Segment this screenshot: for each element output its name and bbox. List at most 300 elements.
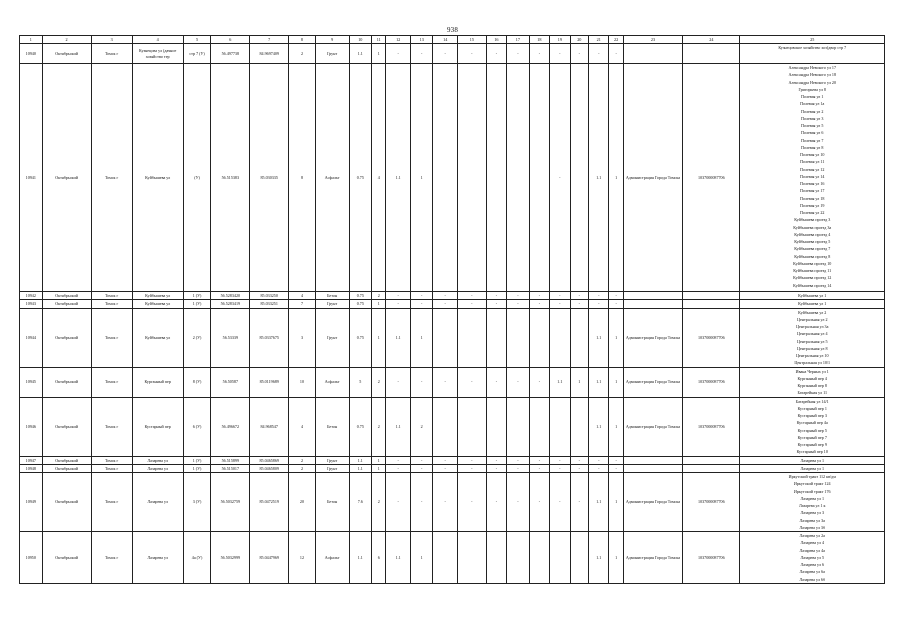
table-cell: 10946 — [20, 397, 43, 456]
table-cell: - — [386, 464, 411, 472]
table-cell: - — [386, 473, 411, 532]
address-line: Иркутский тракт 124 — [793, 481, 831, 487]
table-cell: - — [609, 456, 623, 464]
table-row — [20, 367, 885, 397]
address-line: Куйбышева ул 1 — [798, 293, 827, 298]
table-cell: 1.1 — [349, 456, 372, 464]
table-cell: 56.515017 — [211, 464, 250, 472]
table-cell — [486, 532, 506, 584]
table-cell: 1 — [609, 532, 623, 584]
table-cell: Томск г — [91, 456, 132, 464]
table-cell: 1.1 — [589, 308, 609, 367]
table-cell: 2 — [372, 397, 386, 456]
address-list-cell — [740, 456, 885, 464]
table-cell: - — [433, 456, 458, 464]
address-line: Лазарева ул 5 — [800, 554, 825, 560]
table-cell: 2 — [289, 456, 316, 464]
address-line: Лазарева ул 3а — [799, 517, 825, 523]
table-cell: Октябрьский — [42, 292, 91, 300]
address-line: Лазарева ул 6б — [799, 576, 826, 582]
page-number: 938 — [446, 26, 459, 34]
table-cell: - — [609, 464, 623, 472]
table-cell: - — [433, 367, 458, 397]
table-cell: - — [507, 473, 530, 532]
table-cell: 1 — [609, 473, 623, 532]
table-cell: 56.53339 — [211, 308, 250, 367]
table-cell — [623, 292, 682, 300]
table-cell: Октябрьский — [42, 464, 91, 472]
table-cell: Октябрьский — [42, 300, 91, 308]
address-line: Полевая ул 8 — [801, 144, 824, 150]
table-cell: 4 — [289, 397, 316, 456]
table-cell — [433, 397, 458, 456]
table-cell: Томск г — [91, 292, 132, 300]
table-cell: Кузнецова ул (дачное хозяйство тер — [132, 44, 183, 64]
column-number-cell: 8 — [289, 36, 316, 44]
column-number-cell: 1 — [20, 36, 43, 44]
table-cell: 3 (У) — [183, 473, 211, 532]
table-cell: - — [386, 44, 411, 64]
table-cell: - — [433, 44, 458, 64]
table-cell: 1.1 — [589, 397, 609, 456]
table-row — [20, 64, 885, 292]
table-cell: 1037000087706 — [683, 367, 740, 397]
table-cell: - — [507, 292, 530, 300]
table-cell: 10944 — [20, 308, 43, 367]
table-cell: 1 — [609, 397, 623, 456]
table-cell — [570, 532, 588, 584]
table-cell: - — [507, 367, 530, 397]
table-cell: 1 — [609, 64, 623, 292]
address-line: Куйбышева проезд 4 — [794, 231, 831, 237]
column-number-cell: 19 — [550, 36, 570, 44]
table-cell — [683, 292, 740, 300]
address-line: Куйбышева проезд 5 — [794, 239, 831, 244]
table-cell: - — [486, 473, 506, 532]
table-cell: - — [529, 456, 549, 464]
table-cell: 10940 — [20, 44, 43, 64]
table-cell: - — [570, 464, 588, 472]
table-cell: Грунт — [315, 456, 349, 464]
address-line: Лазарева ул 3 — [800, 510, 825, 516]
table-cell: 1.1 — [349, 464, 372, 472]
table-cell — [550, 397, 570, 456]
table-cell: - — [410, 300, 433, 308]
table-cell: 3 — [289, 308, 316, 367]
column-number-cell: 5 — [183, 36, 211, 44]
address-line: Александра Невского ул 17 — [788, 65, 837, 70]
table-cell: 2 — [289, 44, 316, 64]
table-cell: - — [570, 292, 588, 300]
table-cell: 1 (У) — [183, 464, 211, 472]
address-line: Лазарева ул 6 — [800, 562, 825, 567]
column-number-cell: 20 — [570, 36, 588, 44]
table-cell: - — [570, 456, 588, 464]
address-line: Куйбышева проезд 12 — [793, 275, 832, 281]
address-list-cell — [740, 367, 885, 397]
table-cell — [458, 397, 487, 456]
table-cell: 1.1 — [349, 44, 372, 64]
table-cell: - — [410, 456, 433, 464]
table-cell — [623, 456, 682, 464]
table-cell: 2 — [372, 473, 386, 532]
table-cell: 1037000087706 — [683, 532, 740, 584]
address-list-cell — [740, 44, 885, 64]
address-line: Полевая ул 10 — [800, 152, 825, 157]
table-cell: - — [589, 292, 609, 300]
table-cell — [507, 308, 530, 367]
column-number-cell: 14 — [433, 36, 458, 44]
table-cell: 20 — [289, 473, 316, 532]
table-cell: - — [410, 292, 433, 300]
address-line: Кустарный пер 5 — [797, 427, 827, 433]
table-cell: Октябрьский — [42, 397, 91, 456]
table-cell: 1 — [372, 308, 386, 367]
table-cell: - — [550, 44, 570, 64]
table-cell: Томск г — [91, 308, 132, 367]
table-cell: Октябрьский — [42, 64, 91, 292]
table-cell: 0.75 — [349, 300, 372, 308]
table-cell: - — [609, 292, 623, 300]
address-line: Лазарева ул 1 — [800, 465, 825, 471]
table-row — [20, 456, 885, 464]
table-cell: - — [410, 473, 433, 532]
table-cell — [507, 397, 530, 456]
table-cell — [570, 64, 588, 292]
address-line: Полевая ул 14 — [800, 173, 825, 179]
address-line: Полевая ул 5 — [801, 123, 824, 128]
table-cell — [623, 300, 682, 308]
address-line: Лазарева ул 6а — [799, 569, 825, 575]
table-cell: - — [550, 292, 570, 300]
table-cell: 0.75 — [349, 308, 372, 367]
table-cell: 10945 — [20, 367, 43, 397]
table-cell: - — [458, 464, 487, 472]
address-line: Кустарный пер 1 — [797, 405, 827, 411]
table-cell: Лазарева ул — [132, 532, 183, 584]
address-line: Лазарева ул 1 к — [798, 503, 826, 508]
table-cell: 1.1 — [589, 473, 609, 532]
table-cell: Октябрьский — [42, 308, 91, 367]
table-cell: 4а (У) — [183, 532, 211, 584]
table-cell: 85.0119689 — [250, 367, 289, 397]
table-cell: 6 (У) — [183, 397, 211, 456]
table-cell: - — [486, 367, 506, 397]
table-cell: Лазарева ул — [132, 456, 183, 464]
table-cell: - — [609, 44, 623, 64]
table-cell: - — [410, 44, 433, 64]
table-cell: Октябрьский — [42, 456, 91, 464]
table-cell: 10942 — [20, 292, 43, 300]
address-line: Полевая ул 3 — [801, 115, 824, 121]
table-cell: 1 — [410, 308, 433, 367]
table-cell — [433, 308, 458, 367]
table-cell — [550, 308, 570, 367]
table-cell: Администрация Города Томска — [623, 308, 682, 367]
address-line: Иркутский тракт 112 кв/дм — [788, 474, 836, 479]
column-number-cell: 13 — [410, 36, 433, 44]
table-cell: - — [458, 367, 487, 397]
table-cell: Лазарева ул — [132, 473, 183, 532]
table-cell: 1 — [410, 64, 433, 292]
table-cell: Бетон — [315, 397, 349, 456]
table-cell: Октябрьский — [42, 532, 91, 584]
table-cell: - — [529, 464, 549, 472]
table-cell: 56.496672 — [211, 397, 250, 456]
table-cell: 4 — [372, 64, 386, 292]
address-line: Полевая ул 1а — [800, 101, 825, 107]
column-number-cell: 7 — [250, 36, 289, 44]
table-cell: 1 — [609, 367, 623, 397]
column-number-cell: 23 — [623, 36, 682, 44]
table-cell: - — [570, 300, 588, 308]
address-list-cell — [740, 292, 885, 300]
address-line: Кустарный пер 4а — [796, 420, 828, 426]
table-cell: 1 — [372, 464, 386, 472]
table-cell: Администрация Города Томска — [623, 532, 682, 584]
address-line: Куйбышева проезд 3 — [794, 217, 831, 223]
address-line: Александра Невского ул 20 — [788, 79, 837, 85]
table-cell — [550, 532, 570, 584]
table-cell: 1037000087706 — [683, 397, 740, 456]
table-row — [20, 473, 885, 532]
table-cell: 2 — [289, 464, 316, 472]
table-cell: - — [433, 300, 458, 308]
table-cell: 56.50587 — [211, 367, 250, 397]
address-list-cell — [740, 300, 885, 308]
table-cell: 2 — [410, 397, 433, 456]
table-cell: Асфальт — [315, 532, 349, 584]
table-cell: - — [589, 300, 609, 308]
table-cell: - — [458, 292, 487, 300]
table-cell — [529, 308, 549, 367]
table-cell: 8 — [289, 64, 316, 292]
table-cell: - — [486, 456, 506, 464]
address-line: Лазарева ул 1 — [800, 495, 825, 501]
table-cell: Курганный пер — [132, 367, 183, 397]
table-cell — [683, 456, 740, 464]
address-line: Кустарный пер 7 — [797, 434, 827, 440]
table-cell: - — [410, 367, 433, 397]
table-cell: 1.1 — [589, 367, 609, 397]
table-cell: Куйбышева ул — [132, 292, 183, 300]
address-line: Полевая ул 17 — [800, 188, 825, 194]
table-cell — [529, 532, 549, 584]
table-cell — [683, 464, 740, 472]
table-cell: 7 — [289, 300, 316, 308]
column-number-cell: 24 — [683, 36, 740, 44]
address-line: Лазарева ул 4 — [800, 540, 825, 546]
address-line: Полевая ул 2 — [801, 108, 824, 114]
table-cell: 5 — [349, 367, 372, 397]
table-cell: 85.0472519 — [250, 473, 289, 532]
table-cell: 10950 — [20, 532, 43, 584]
table-cell: 1037000087706 — [683, 473, 740, 532]
table-cell: - — [529, 292, 549, 300]
address-line: Кустарный пер 10 — [796, 449, 828, 455]
table-cell: Администрация Города Томска — [623, 473, 682, 532]
table-cell: - — [486, 300, 506, 308]
table-cell — [458, 64, 487, 292]
table-cell: - — [410, 464, 433, 472]
table-cell: - — [433, 292, 458, 300]
table-cell: - — [550, 464, 570, 472]
address-line: Полевая ул 19 — [800, 202, 825, 208]
address-line: Лазарева ул 4а — [799, 547, 825, 553]
column-number-cell: 4 — [132, 36, 183, 44]
table-cell: Томск г — [91, 300, 132, 308]
table-cell: - — [507, 464, 530, 472]
column-number-cell: 21 — [589, 36, 609, 44]
table-cell: 1037000087706 — [683, 64, 740, 292]
table-cell — [623, 44, 682, 64]
table-cell: 56.5283420 — [211, 292, 250, 300]
table-cell: 10947 — [20, 456, 43, 464]
table-cell: 1.1 — [589, 64, 609, 292]
address-list-cell — [740, 308, 885, 367]
address-line: Курганный пер 8 — [797, 383, 827, 388]
table-cell: Куйбышева ул — [132, 308, 183, 367]
address-line: Кустарный пер 9 — [797, 442, 827, 447]
table-cell: - — [458, 473, 487, 532]
address-line: Куйбышева проезд 11 — [793, 268, 832, 273]
table-cell — [458, 308, 487, 367]
table-cell: 8 (У) — [183, 367, 211, 397]
column-number-row — [20, 36, 885, 44]
table-cell: Грунт — [315, 308, 349, 367]
address-list-cell — [740, 64, 885, 292]
table-cell: 4 — [289, 292, 316, 300]
table-cell: 1.1 — [386, 64, 411, 292]
table-cell: - — [386, 292, 411, 300]
table-cell: - — [529, 44, 549, 64]
table-row — [20, 464, 885, 472]
table-cell: 2 — [372, 292, 386, 300]
column-number-cell: 6 — [211, 36, 250, 44]
table-cell: 2 — [372, 367, 386, 397]
table-cell: стр 7 (У) — [183, 44, 211, 64]
table-cell: 56.5032759 — [211, 473, 250, 532]
table-cell: 1 — [570, 367, 588, 397]
address-line: Полевая ул 1 — [801, 94, 824, 99]
table-cell: 1 — [609, 308, 623, 367]
table-cell: - — [529, 367, 549, 397]
table-cell: 84.968547 — [250, 397, 289, 456]
table-cell: Томск г — [91, 473, 132, 532]
address-line: Куйбышева проезд 10 — [793, 260, 832, 266]
table-cell — [529, 64, 549, 292]
table-cell: - — [529, 300, 549, 308]
table-row — [20, 532, 885, 584]
address-line: Лазарева ул 1 — [800, 457, 825, 463]
table-cell: 1.1 — [349, 532, 372, 584]
address-line: Лазарева ул 3б — [799, 524, 826, 530]
table-cell: 10 — [289, 367, 316, 397]
table-cell: 1.1 — [386, 532, 411, 584]
table-cell: - — [550, 456, 570, 464]
address-line: Полевая ул 11 — [800, 159, 825, 165]
address-line: Полевая ул 12 — [800, 166, 825, 172]
table-row — [20, 397, 885, 456]
table-cell: 10948 — [20, 464, 43, 472]
table-cell: 7.6 — [349, 473, 372, 532]
table-cell: 84.9697409 — [250, 44, 289, 64]
table-cell: - — [458, 456, 487, 464]
table-cell — [433, 532, 458, 584]
table-cell: - — [529, 473, 549, 532]
table-cell: - — [433, 464, 458, 472]
column-number-cell: 22 — [609, 36, 623, 44]
table-cell: Лазарева ул — [132, 464, 183, 472]
table-cell: 1 — [372, 44, 386, 64]
registry-table — [19, 35, 885, 584]
table-cell — [570, 397, 588, 456]
table-cell: - — [507, 300, 530, 308]
address-line: Центральная ул 4 — [796, 331, 828, 337]
table-cell: - — [486, 44, 506, 64]
table-cell: Грунт — [315, 300, 349, 308]
column-number-cell: 15 — [458, 36, 487, 44]
column-number-cell: 10 — [349, 36, 372, 44]
address-line: Полевая ул 18 — [800, 195, 825, 201]
address-list-cell — [740, 473, 885, 532]
address-line: Куйбышева ул 2 — [798, 309, 827, 315]
table-cell: 85.0465869 — [250, 456, 289, 464]
table-cell: 10949 — [20, 473, 43, 532]
address-line: Центральная ул 10 — [795, 353, 829, 358]
table-cell: - — [386, 456, 411, 464]
table-cell — [486, 308, 506, 367]
address-line: Куйбышева ул 1 — [798, 301, 827, 307]
table-cell: - — [386, 367, 411, 397]
table-cell: 1 — [372, 456, 386, 464]
table-cell: - — [507, 44, 530, 64]
table-cell: - — [609, 300, 623, 308]
table-cell: - — [507, 456, 530, 464]
table-cell — [683, 44, 740, 64]
address-line: Александра Невского ул 18 — [788, 72, 837, 78]
address-list-cell — [740, 397, 885, 456]
table-cell — [529, 397, 549, 456]
table-cell: - — [570, 44, 588, 64]
table-cell: - — [458, 300, 487, 308]
table-cell: 1.1 — [589, 532, 609, 584]
table-row — [20, 308, 885, 367]
table-cell: - — [550, 300, 570, 308]
table-cell: 1.1 — [386, 308, 411, 367]
address-line: Куйбышева проезд 8 — [794, 253, 831, 259]
table-cell: Администрация Города Томска — [623, 367, 682, 397]
table-cell: - — [386, 300, 411, 308]
address-line: Ивана Черных ул 1 — [795, 368, 829, 374]
table-cell: 56.5032999 — [211, 532, 250, 584]
table-cell: - — [589, 456, 609, 464]
table-cell: Асфальт — [315, 64, 349, 292]
address-line: Лазарева ул 2а — [799, 533, 825, 538]
table-cell: 1 (У) — [183, 456, 211, 464]
table-cell: 1.1 — [386, 397, 411, 456]
address-line: Куйбышева проезд 3а — [793, 224, 832, 230]
table-cell: - — [589, 44, 609, 64]
table-row — [20, 44, 885, 64]
table-cell: 12 — [289, 532, 316, 584]
address-line: Полевая ул 6 — [801, 130, 824, 136]
address-line: Кустарный пер 3 — [797, 413, 827, 418]
address-line: Полевая ул 16 — [800, 181, 825, 186]
table-cell: 85.033251 — [250, 300, 289, 308]
address-line: Центральная ул 3а — [796, 324, 829, 329]
table-cell: Асфальт — [315, 367, 349, 397]
